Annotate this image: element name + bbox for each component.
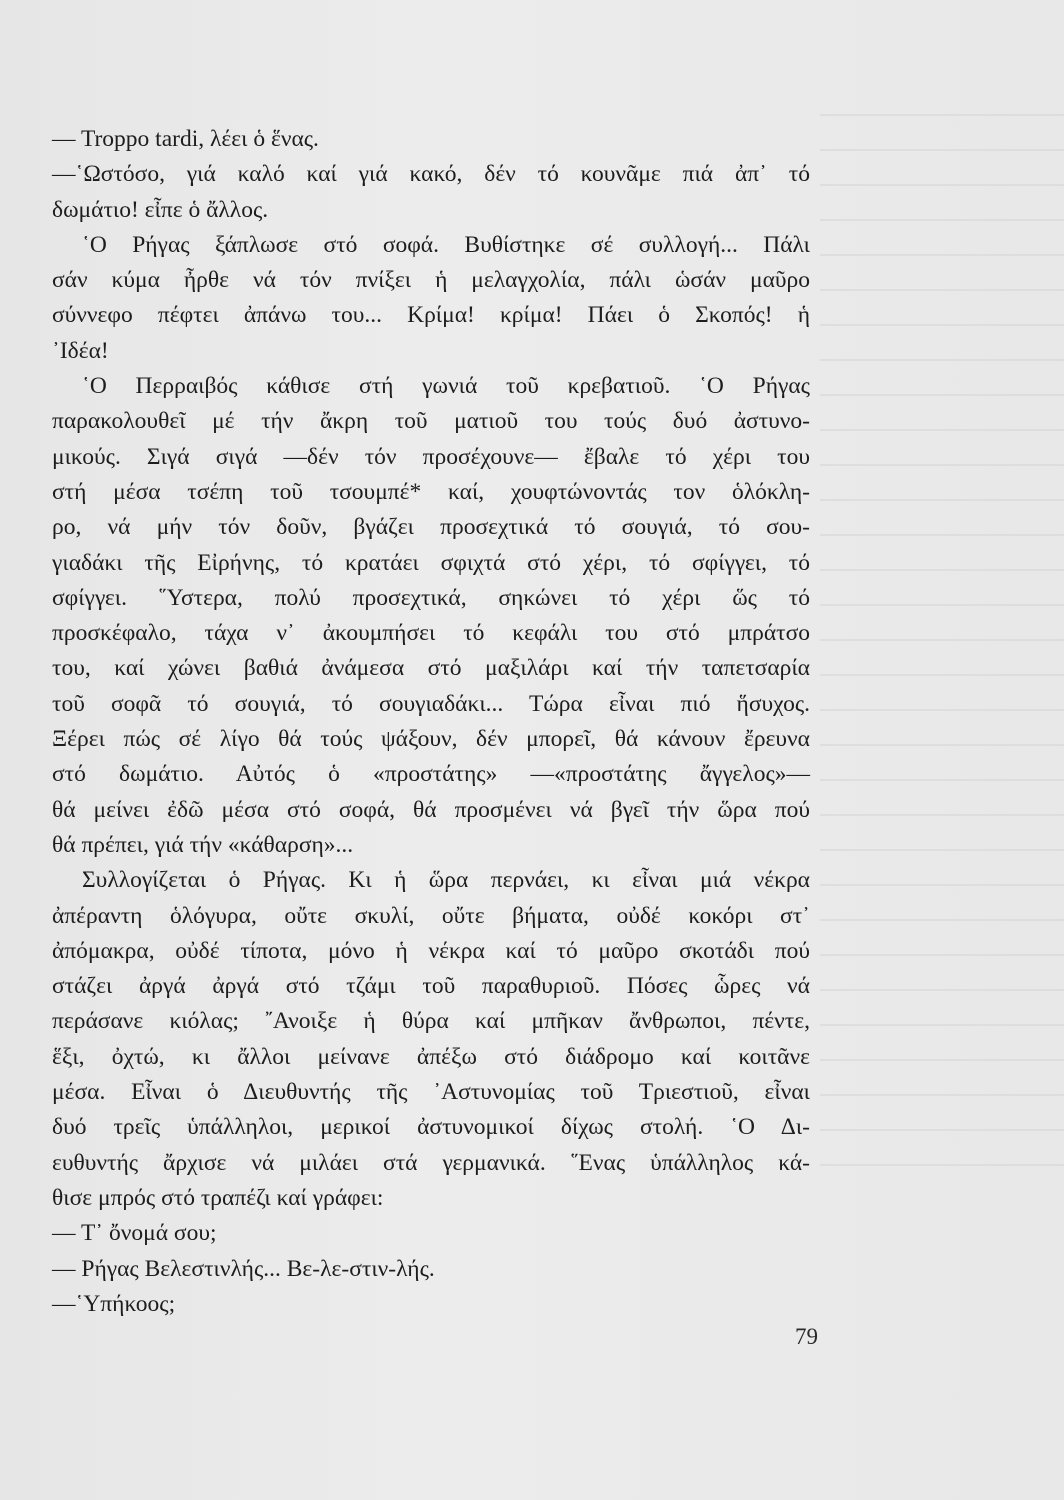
text-line: Συλλογίζεται ὁ Ρήγας. Κι ἡ ὥρα περνάει, κι εἶναι μιά νέκρα: [82, 867, 810, 894]
text-line: —῾Ωστόσο, γιά καλό καί γιά κακό, δέν τό κουνᾶμε πιά ἀπ᾽ τό: [52, 161, 810, 188]
text-line: στή μέσα τσέπη τοῦ τσουμπέ* καί, χουφτώνοντάς τον ὁλόκλη-: [52, 478, 810, 505]
text-line: ρο, νά μήν τόν δοῦν, βγάζει προσεχτικά τό σουγιά, τό σου-: [52, 514, 810, 541]
page-number: 79: [795, 1324, 818, 1349]
text-line: σφίγγει. ῞Υστερα, πολύ προσεχτικά, σηκώνει τό χέρι ὥς τό: [52, 584, 810, 611]
text-line: — Τ᾽ ὄνομά σου;: [52, 1220, 217, 1247]
text-line: ῾Ο Περραιβός κάθισε στή γωνιά τοῦ κρεβατιοῦ. ῾Ο Ρήγας: [82, 373, 810, 400]
text-line: — Troppo tardi, λέει ὁ ἕνας.: [52, 126, 319, 152]
text-line: μικούς. Σιγά σιγά —δέν τόν προσέχουνε— ἔβαλε τό χέρι του: [52, 443, 810, 470]
text-line: ἕξι, ὀχτώ, κι ἄλλοι μείνανε ἀπέξω στό διάδρομο καί κοιτᾶνε: [52, 1043, 810, 1070]
text-line: στό δωμάτιο. Αὐτός ὁ «προστάτης» —«προστάτης ἄγγελος»—: [52, 761, 810, 788]
text-line: Ξέρει πώς σέ λίγο θά τούς ψάξουν, δέν μπορεῖ, θά κάνουν ἔρευνα: [52, 726, 810, 753]
text-line: μέσα. Εἶναι ὁ Διευθυντής τῆς ᾽Αστυνομίας τοῦ Τριεστιοῦ, εἶναι: [52, 1079, 810, 1106]
text-line: του, καί χώνει βαθιά ἀνάμεσα στό μαξιλάρι καί τήν ταπετσαρία: [52, 655, 810, 682]
text-line: δυό τρεῖς ὑπάλληλοι, μερικοί ἀστυνομικοί δίχως στολή. ῾Ο Δι-: [52, 1114, 810, 1141]
text-line: ἀπόμακρα, οὐδέ τίποτα, μόνο ἡ νέκρα καί τό μαῦρο σκοτάδι πού: [52, 937, 810, 964]
text-line: ἀπέραντη ὁλόγυρα, οὔτε σκυλί, οὔτε βήματα, οὐδέ κοκόρι στ᾽: [52, 902, 810, 929]
text-line: θά μείνει ἐδῶ μέσα στό σοφά, θά προσμένει νά βγεῖ τήν ὥρα πού: [52, 796, 810, 823]
text-line: θισε μπρός στό τραπέζι καί γράφει:: [52, 1184, 384, 1211]
text-line: στάζει ἀργά ἀργά στό τζάμι τοῦ παραθυριοῦ. Πόσες ὧρες νά: [52, 973, 810, 1000]
text-line: περάσανε κιόλας; ῎Ανοιξε ἡ θύρα καί μπῆκαν ἄνθρωποι, πέντε,: [52, 1008, 810, 1035]
text-line: ευθυντής ἄρχισε νά μιλάει στά γερμανικά. ῞Ενας ὑπάλληλος κά-: [52, 1149, 810, 1176]
text-line: προσκέφαλο, τάχα ν᾽ ἀκουμπήσει τό κεφάλι του στό μπράτσο: [52, 620, 810, 647]
text-line: σάν κύμα ἦρθε νά τόν πνίξει ἡ μελαγχολία, πάλι ὡσάν μαῦρο: [52, 267, 810, 294]
show-through-text: [820, 90, 1064, 1190]
text-line: ῾Ο Ρήγας ξάπλωσε στό σοφά. Βυθίστηκε σέ συλλογή... Πάλι: [82, 231, 810, 258]
text-line: δωμάτιο! εἶπε ὁ ἄλλος.: [52, 196, 269, 223]
text-line: — Ρήγας Βελεστινλής... Βε-λε-στιν-λής.: [52, 1255, 435, 1282]
text-line: τοῦ σοφᾶ τό σουγιά, τό σουγιαδάκι... Τώρα εἶναι πιό ἥσυχος.: [52, 690, 810, 717]
body-text: [52, 122, 810, 1322]
text-line: γιαδάκι τῆς Εἰρήνης, τό κρατάει σφιχτά στό χέρι, τό σφίγγει, τό: [52, 549, 810, 576]
text-line: —῾Υπήκοος;: [52, 1290, 176, 1317]
text-line: ᾽Ιδέα!: [52, 337, 109, 364]
text-line: θά πρέπει, γιά τήν «κάθαρση»...: [52, 831, 354, 858]
text-line: σύννεφο πέφτει ἀπάνω του... Κρίμα! κρίμα! Πάει ὁ Σκοπός! ἡ: [52, 302, 810, 329]
text-line: παρακολουθεῖ μέ τήν ἄκρη τοῦ ματιοῦ του τούς δυό ἀστυνο-: [52, 408, 810, 435]
